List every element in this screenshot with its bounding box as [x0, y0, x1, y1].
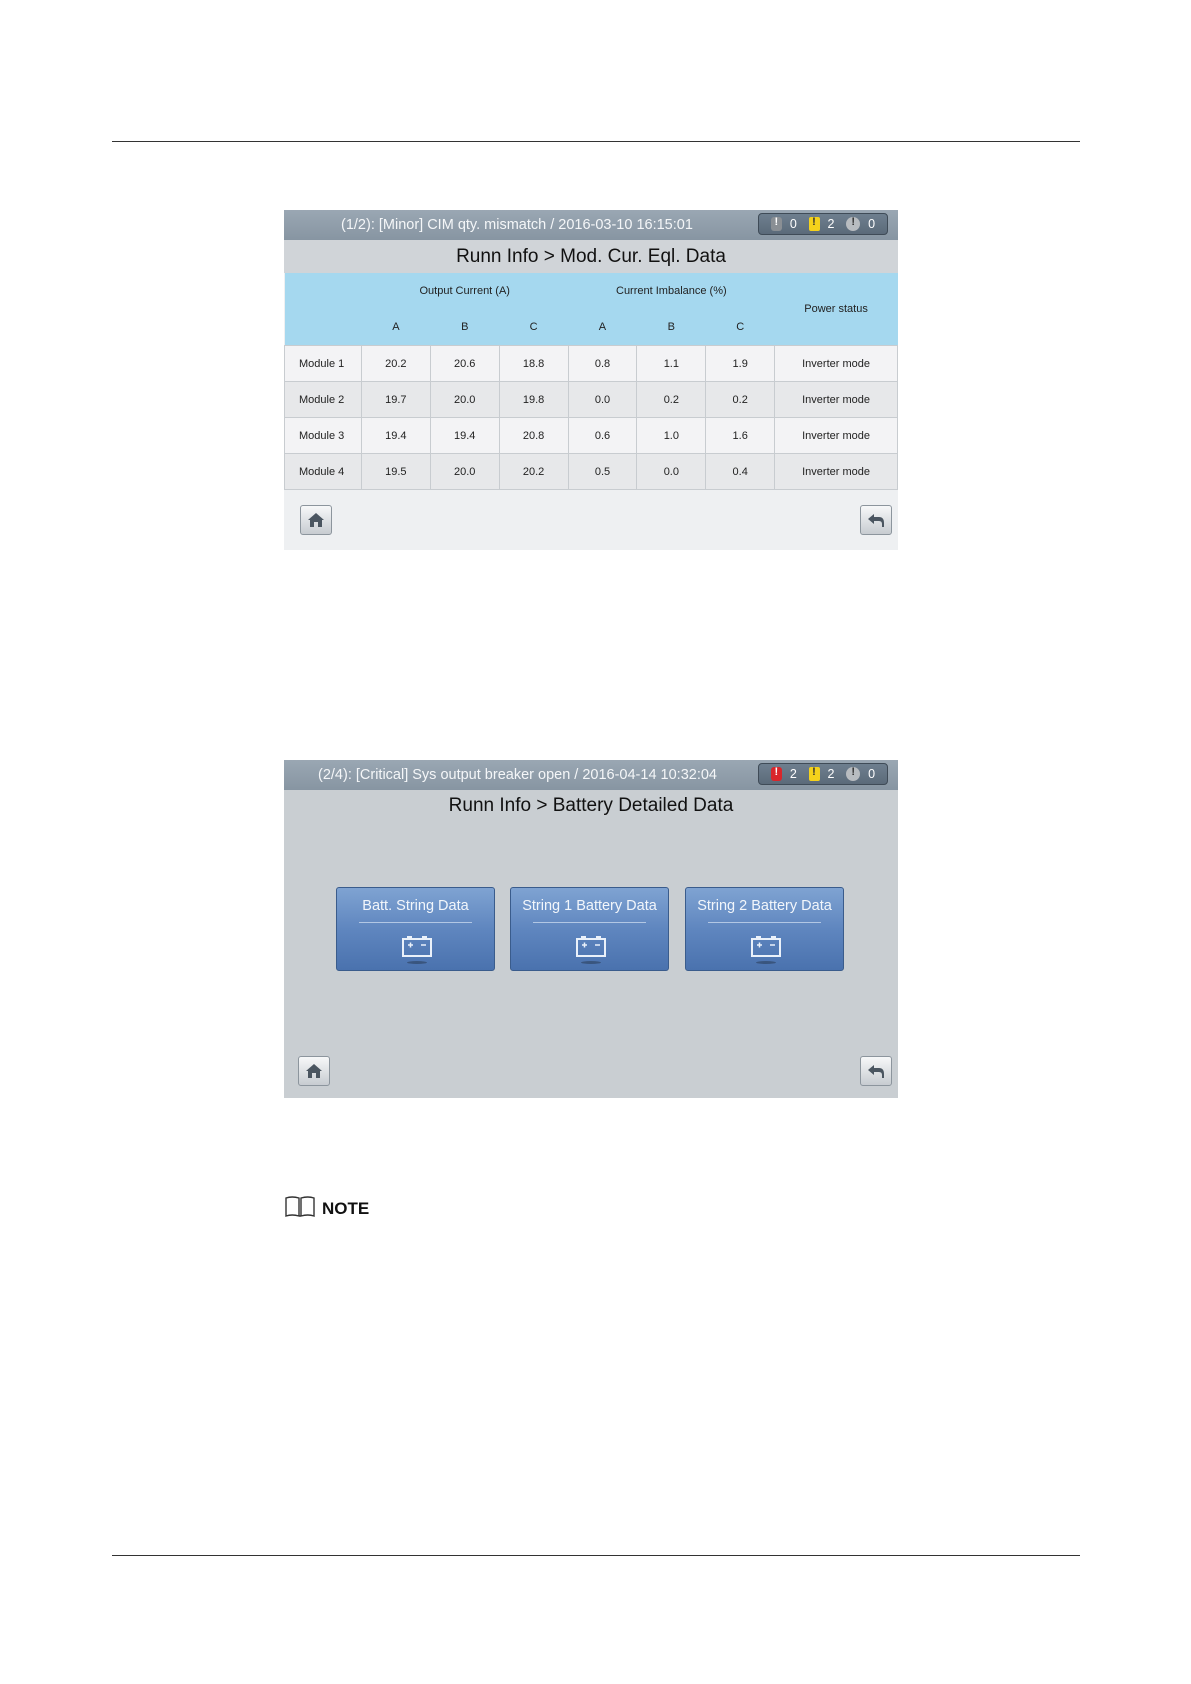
alarm-counters[interactable] [758, 763, 888, 785]
string2-battery-data-button[interactable] [685, 887, 844, 971]
batt-string-data-button[interactable] [336, 887, 495, 971]
critical-count: 2 [789, 767, 797, 781]
alarm-counters[interactable] [758, 213, 888, 235]
home-icon [305, 1063, 323, 1079]
power-status-cell: Inverter mode [775, 346, 898, 382]
alarm-bar[interactable] [284, 760, 898, 790]
note-callout [284, 1195, 369, 1219]
power-status-cell: Inverter mode [775, 382, 898, 418]
table-cell: 0.2 [637, 382, 706, 418]
table-cell: 0.2 [706, 382, 775, 418]
module-label: Module 4 [285, 454, 362, 490]
module-label: Module 1 [285, 346, 362, 382]
table-cell: 19.8 [499, 382, 568, 418]
corner-header [285, 273, 362, 346]
major-counter [809, 767, 835, 781]
critical-counter [771, 767, 797, 781]
module-current-table [284, 273, 898, 490]
table-cell: 19.5 [361, 454, 430, 490]
table-cell: 20.8 [499, 418, 568, 454]
table-cell: 0.6 [568, 418, 637, 454]
back-icon [867, 1063, 885, 1079]
icon-shadow [407, 961, 427, 964]
battery-detailed-screen [284, 760, 898, 1098]
table-cell: 1.1 [637, 346, 706, 382]
button-label: String 2 Battery Data [697, 898, 832, 914]
back-icon [867, 512, 885, 528]
phase-header: B [637, 309, 706, 346]
mod-cur-eql-screen [284, 210, 898, 550]
major-count: 2 [827, 217, 835, 231]
power-status-cell: Inverter mode [775, 418, 898, 454]
table-cell: 0.4 [706, 454, 775, 490]
table-cell: 1.0 [637, 418, 706, 454]
table-cell: 1.6 [706, 418, 775, 454]
minor-alarm-icon [846, 217, 860, 231]
button-label: String 1 Battery Data [522, 898, 657, 914]
critical-alarm-icon [771, 217, 782, 231]
string1-battery-data-button[interactable] [510, 887, 669, 971]
phase-header: C [499, 309, 568, 346]
minor-count: 0 [868, 217, 876, 231]
power-status-cell: Inverter mode [775, 454, 898, 490]
output-current-header: Output Current (A) [361, 273, 568, 309]
alarm-text[interactable]: (2/4): [Critical] Sys output breaker open / 2016-04-14 10:32:04 [318, 767, 717, 783]
major-counter [809, 217, 835, 231]
phase-header: C [706, 309, 775, 346]
table-row [285, 382, 898, 418]
button-label: Batt. String Data [362, 898, 469, 914]
back-button[interactable] [860, 1056, 892, 1086]
home-button[interactable] [298, 1056, 330, 1086]
table-cell: 20.2 [361, 346, 430, 382]
page-title: Runn Info > Mod. Cur. Eql. Data [456, 246, 726, 267]
home-icon [307, 512, 325, 528]
table-cell: 19.7 [361, 382, 430, 418]
table-cell: 20.6 [430, 346, 499, 382]
table-cell: 20.0 [430, 454, 499, 490]
battery-icon [401, 934, 433, 958]
phase-header: A [568, 309, 637, 346]
minor-count: 0 [868, 767, 876, 781]
button-divider [359, 922, 472, 923]
current-imbalance-header: Current Imbalance (%) [568, 273, 775, 309]
table-cell: 0.8 [568, 346, 637, 382]
phase-header: A [361, 309, 430, 346]
phase-header: B [430, 309, 499, 346]
critical-counter [771, 217, 797, 231]
icon-shadow [756, 961, 776, 964]
minor-counter [846, 217, 875, 231]
alarm-text[interactable]: (1/2): [Minor] CIM qty. mismatch / 2016-03-10 16:15:01 [341, 217, 693, 233]
table-row [285, 418, 898, 454]
table-cell: 19.4 [361, 418, 430, 454]
button-divider [533, 922, 646, 923]
book-icon [284, 1195, 316, 1219]
footer-rule [112, 1555, 1080, 1556]
table-cell: 19.4 [430, 418, 499, 454]
module-label: Module 2 [285, 382, 362, 418]
minor-alarm-icon [846, 767, 860, 781]
header-rule [112, 141, 1080, 142]
page-title: Runn Info > Battery Detailed Data [448, 795, 734, 816]
major-count: 2 [827, 767, 835, 781]
table-cell: 18.8 [499, 346, 568, 382]
button-divider [708, 922, 821, 923]
critical-count: 0 [789, 217, 797, 231]
battery-icon [750, 934, 782, 958]
minor-counter [846, 767, 875, 781]
table-cell: 20.0 [430, 382, 499, 418]
critical-alarm-icon [771, 767, 782, 781]
back-button[interactable] [860, 505, 892, 535]
table-cell: 1.9 [706, 346, 775, 382]
icon-shadow [581, 961, 601, 964]
table-cell: 0.0 [637, 454, 706, 490]
table-row [285, 346, 898, 382]
table-row [285, 454, 898, 490]
note-label: NOTE [322, 1199, 370, 1218]
table-cell: 0.0 [568, 382, 637, 418]
home-button[interactable] [300, 505, 332, 535]
table-cell: 0.5 [568, 454, 637, 490]
major-alarm-icon [809, 217, 820, 231]
power-status-header: Power status [775, 273, 898, 346]
battery-icon [575, 934, 607, 958]
table-cell: 20.2 [499, 454, 568, 490]
major-alarm-icon [809, 767, 820, 781]
alarm-bar[interactable] [284, 210, 898, 240]
module-label: Module 3 [285, 418, 362, 454]
